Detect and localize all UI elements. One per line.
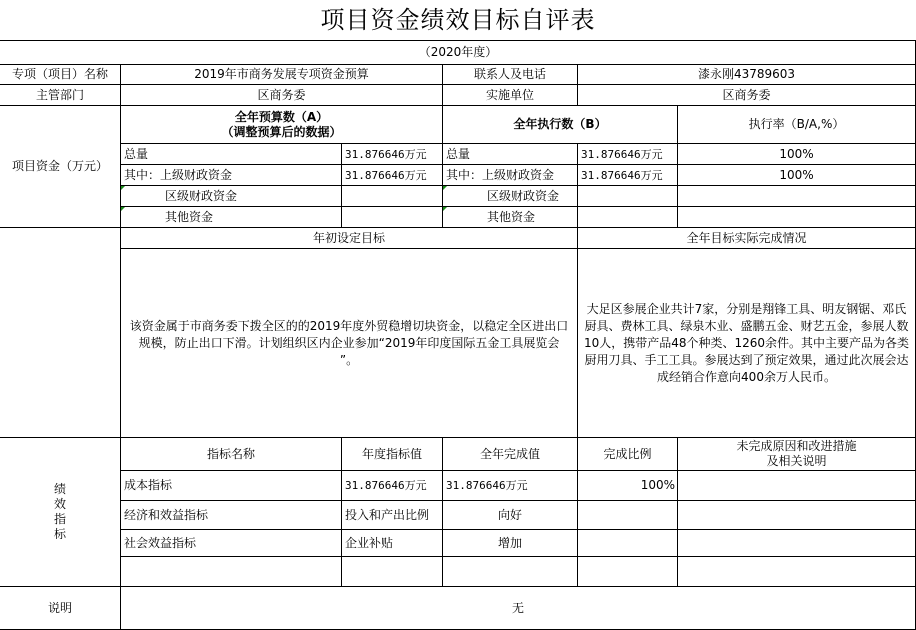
funds-exec-value [578, 186, 677, 206]
indicator-name: 成本指标 [124, 478, 173, 492]
initial-goal-header: 年初设定目标 [312, 230, 385, 245]
indicator-reason [678, 501, 915, 529]
funds-rate-value [678, 207, 915, 227]
funds-exec-value: 31.876646万元 [581, 168, 663, 182]
indicator-reason [678, 530, 915, 556]
done-value-header: 全年完成值 [479, 446, 540, 461]
project-name-value: 2019年市商务发展专项资金预算 [194, 66, 369, 81]
report-year: （2020年度） [418, 45, 498, 59]
indicator-name: 社会效益指标 [124, 535, 197, 550]
indicator-done: 向好 [497, 507, 522, 522]
funds-section-label: 项目资金（万元） [11, 159, 108, 173]
initial-goal-text: 该资金属于市商务委下拨全区的的2019年度外贸稳增切块资金，以稳定全区进出口规模，防止出口下滑。计划组织区内企业参加“2019年印度国际五金工具展览会 ”。 [129, 318, 569, 367]
project-name-label: 专项（项目）名称 [11, 66, 108, 81]
funds-row-label: 总量 [124, 146, 149, 161]
page-title: 项目资金绩效目标自评表 [320, 6, 596, 34]
impl-value: 区商务委 [722, 87, 771, 102]
budget-header: 全年预算数（A） （调整预算后的数据） [221, 109, 342, 139]
contact-value: 漆永刚43789603 [697, 66, 796, 81]
rate-header: 执行率（B/A,%） [748, 117, 845, 131]
indicator-ratio: 100% [640, 478, 675, 492]
ratio-header: 完成比例 [603, 446, 652, 461]
indicator-done [443, 557, 577, 586]
indicator-ratio [578, 530, 677, 556]
annual-value-header: 年度指标值 [361, 446, 422, 461]
indicator-annual: 31.876646万元 [345, 479, 427, 492]
contact-label: 联系人及电话 [473, 66, 546, 81]
indicator-name: 经济和效益指标 [124, 507, 209, 522]
indicator-ratio [578, 501, 677, 529]
note-value: 无 [511, 600, 524, 615]
dept-value: 区商务委 [257, 87, 306, 102]
funds-row-label: 其他资金 [165, 209, 214, 224]
funds-budget-value: 31.876646万元 [345, 168, 427, 182]
funds-budget-value [342, 207, 442, 227]
funds-row-label: 其中：上级财政资金 [124, 167, 233, 182]
funds-exec-value: 31.876646万元 [581, 147, 663, 161]
indicator-annual: 投入和产出比例 [345, 507, 430, 522]
indicator-reason [678, 557, 915, 586]
exec-header: 全年执行数（B） [513, 117, 607, 131]
indicators-section-label: 绩 效 指 标 [53, 482, 66, 541]
funds-row-label: 区级财政资金 [165, 188, 238, 203]
reason-header: 未完成原因和改进措施 及相关说明 [736, 439, 857, 468]
indicator-reason [678, 471, 915, 500]
actual-goal-header: 全年目标实际完成情况 [686, 230, 807, 245]
indicator-annual [342, 557, 442, 586]
funds-row-label: 其他资金 [487, 209, 536, 224]
funds-row-label: 总量 [446, 146, 471, 161]
funds-row-label: 其中：上级财政资金 [446, 167, 555, 182]
funds-row-label: 区级财政资金 [487, 188, 560, 203]
indicator-annual: 企业补贴 [345, 535, 394, 550]
indicator-done: 31.876646万元 [446, 479, 528, 492]
indicator-name-header: 指标名称 [206, 446, 255, 461]
funds-rate-value: 100% [779, 167, 814, 182]
funds-exec-value [578, 207, 677, 227]
funds-rate-value: 100% [779, 146, 814, 161]
note-label: 说明 [47, 600, 72, 615]
impl-label: 实施单位 [485, 87, 534, 102]
indicator-ratio [578, 557, 677, 586]
funds-budget-value [342, 186, 442, 206]
funds-budget-value: 31.876646万元 [345, 147, 427, 161]
indicator-name [121, 557, 341, 586]
indicator-done: 增加 [497, 535, 522, 550]
actual-goal-text: 大足区参展企业共计7家，分别是翔锋工具、明友钢锯、邓氏厨具、费林工具、绿泉木业、盛鹏五金、财艺五金，参展人数10人，携带产品48个种类、1260余件。其中主要产品为各类厨用刀具、手工工具。参展达到了预定效果，通过此次展会达成经销合作意向400余万人民币。 [583, 301, 910, 384]
funds-rate-value [678, 186, 915, 206]
dept-label: 主管部门 [35, 87, 84, 102]
